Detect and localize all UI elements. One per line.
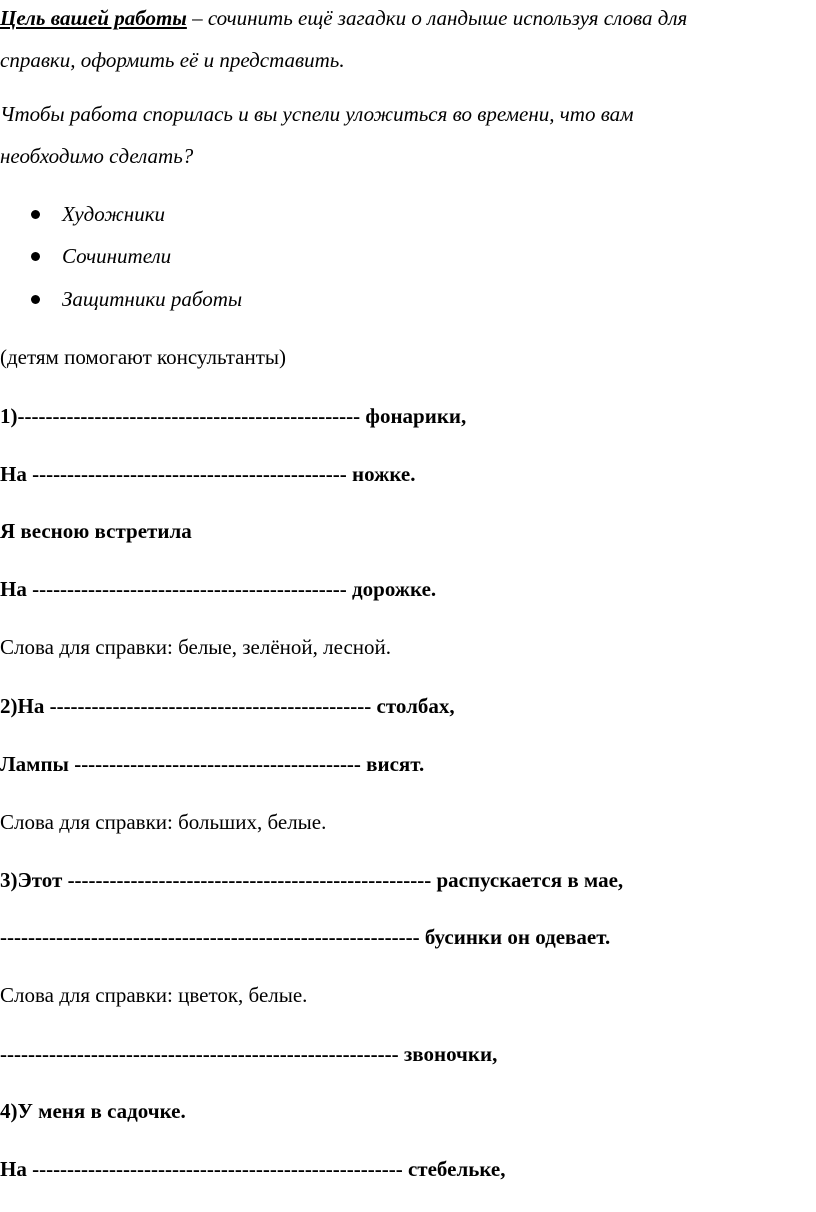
riddle-1-hint: Слова для справки: белые, зелёной, лесной. <box>0 635 391 659</box>
riddle-2-line-1: 2)На ---------------------------------------------- столбах, <box>0 694 455 718</box>
riddle-4-line-0: --------------------------------------------------------- звоночки, <box>0 1042 498 1066</box>
bullet-icon <box>31 252 40 261</box>
consultants-note: (детям помогают консультанты) <box>0 345 287 369</box>
riddle-3-hint: Слова для справки: цветок, белые. <box>0 983 308 1007</box>
riddle-3-line-2: ------------------------------------------------------------ бусинки он одевает. <box>0 925 611 949</box>
goal-text-1: – сочинить ещё загадки о ландыше используя слова для <box>186 6 688 30</box>
riddle-3-line-1: 3)Этот ---------------------------------------------------- распускается в мае, <box>0 868 624 892</box>
riddle-4-line-1: 4)У меня в садочке. <box>0 1099 186 1123</box>
goal-line-1 <box>0 4 687 32</box>
riddle-1-line-4: На --------------------------------------------- дорожке. <box>0 577 437 601</box>
riddle-2-hint: Слова для справки: больших, белые. <box>0 810 327 834</box>
goal-label: Цель вашей работы <box>0 6 187 30</box>
riddle-1-line-3: Я весною встретила <box>0 519 192 543</box>
role-artists: Художники <box>62 202 166 226</box>
riddle-1-line-1: 1)------------------------------------------------- фонарики, <box>0 404 467 428</box>
question-line-2: необходимо сделать? <box>0 144 194 168</box>
goal-line-2: справки, оформить её и представить. <box>0 48 345 72</box>
role-composers: Сочинители <box>62 244 172 268</box>
bullet-icon <box>31 210 40 219</box>
question-line-1: Чтобы работа спорилась и вы успели уложиться во времени, что вам <box>0 102 634 126</box>
riddle-1-line-2: На --------------------------------------------- ножке. <box>0 462 416 486</box>
bullet-icon <box>31 295 40 304</box>
riddle-4-line-2: На ----------------------------------------------------- стебельке, <box>0 1157 506 1181</box>
riddle-2-line-2: Лампы ----------------------------------------- висят. <box>0 752 425 776</box>
role-defenders: Защитники работы <box>62 287 243 311</box>
